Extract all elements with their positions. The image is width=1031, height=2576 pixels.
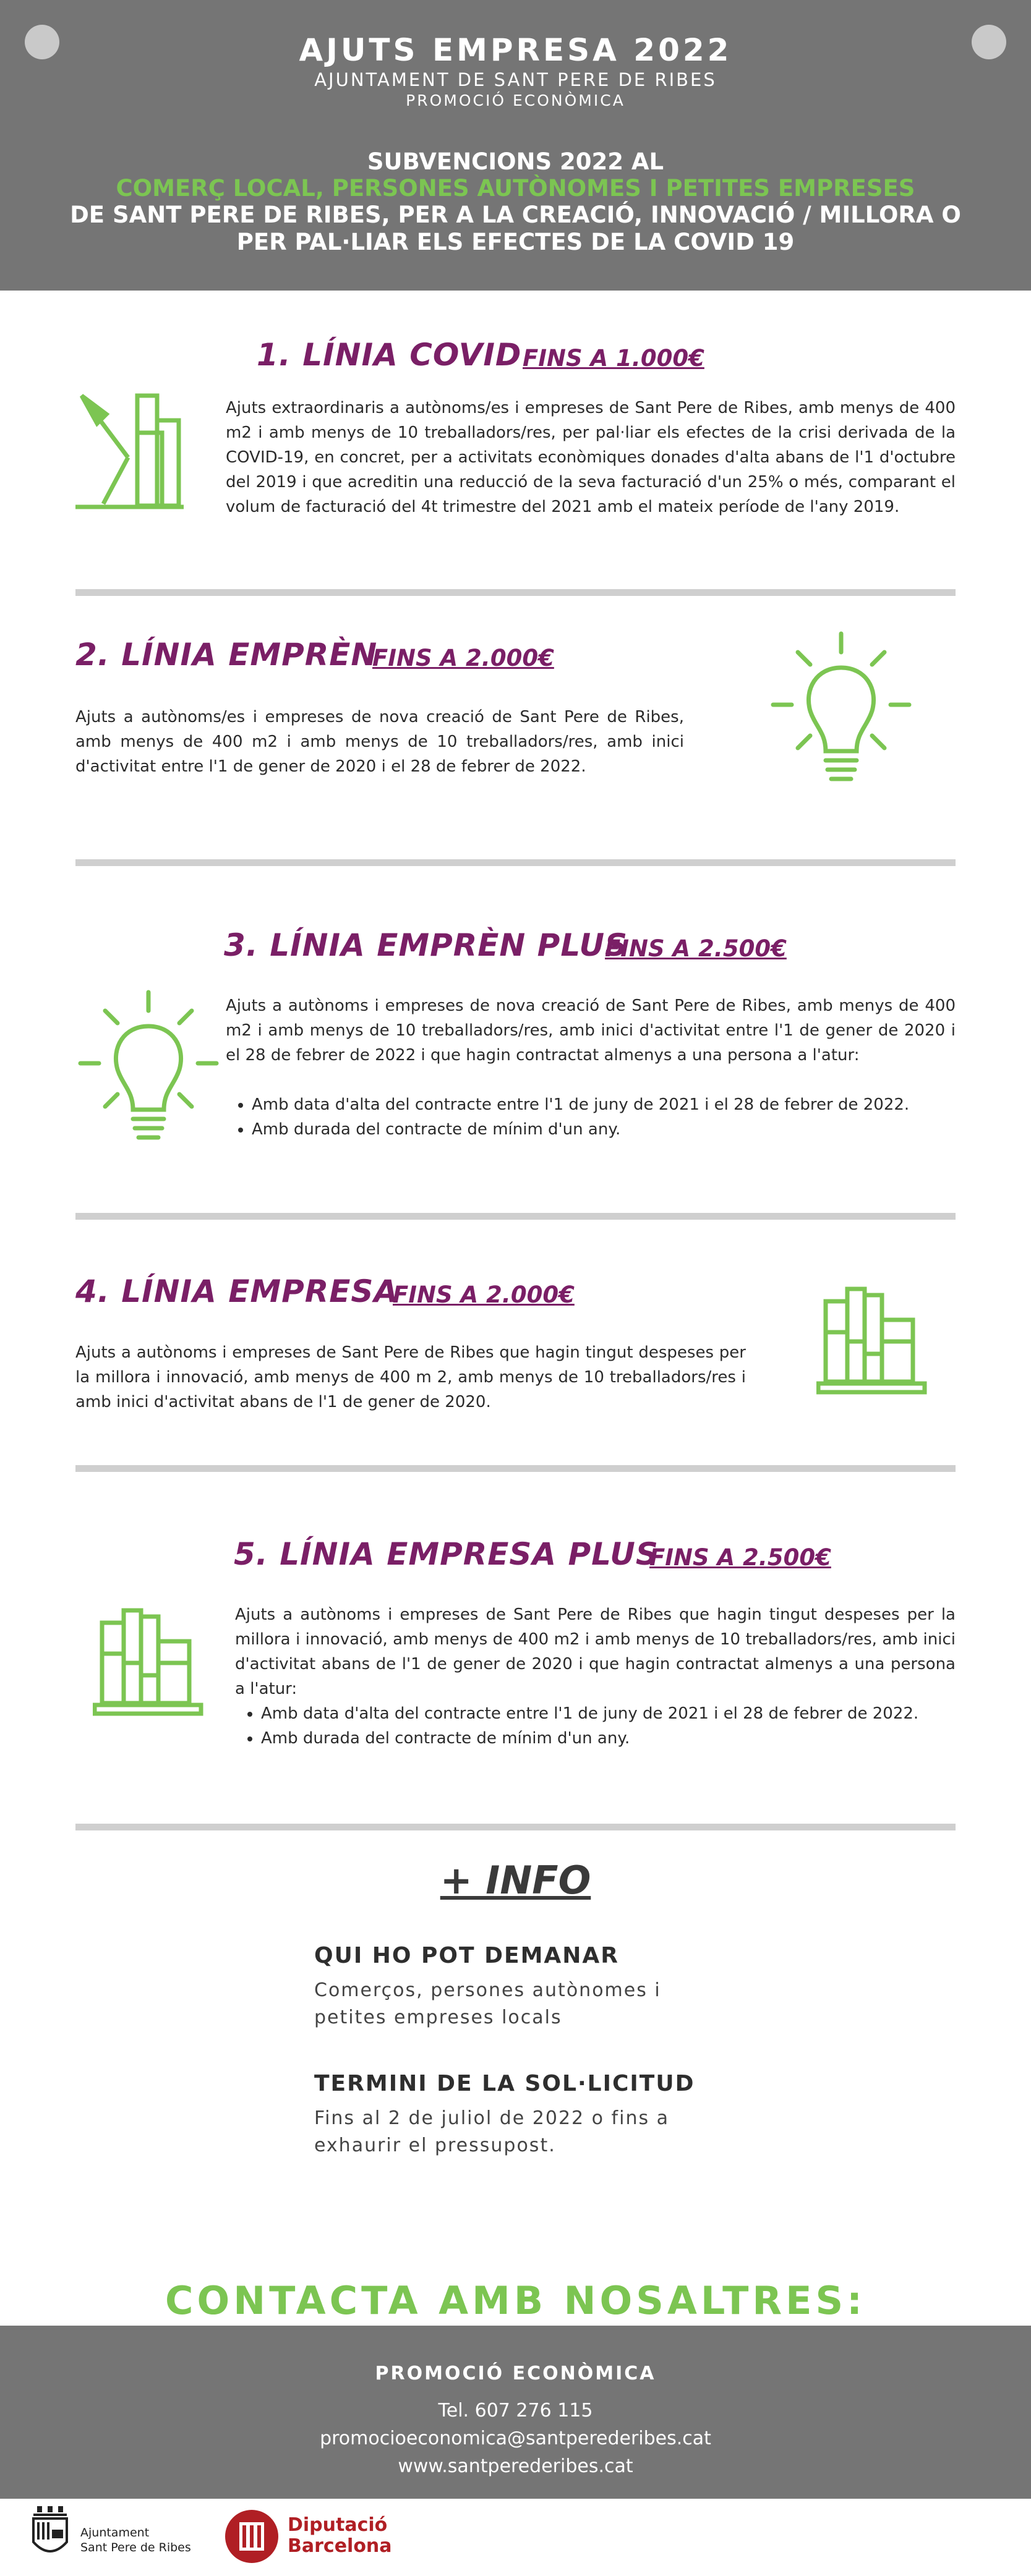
contact-phone[interactable]: Tel. 607 276 115	[438, 2400, 593, 2421]
divider	[75, 859, 956, 866]
divider	[75, 589, 956, 596]
contact-title: CONTACTA AMB NOSALTRES:	[165, 2278, 866, 2323]
section-amount: FINS A 2.500€	[605, 935, 787, 962]
contact-email-link[interactable]: promocioeconomica@santperederibes.cat	[320, 2428, 711, 2449]
who-text: Comerços, persones autònomes i	[314, 1979, 661, 2001]
bullet-item: • Amb data d'alta del contracte entre l'1 de juny de 2021 i el 28 de febrer de 2022.	[252, 1092, 956, 1117]
section-bullets	[235, 1701, 956, 1751]
intro-line: SUBVENCIONS 2022 AL	[367, 148, 664, 175]
contact-website-link[interactable]: www.santperederibes.cat	[398, 2455, 633, 2477]
diputacio-name	[288, 2515, 392, 2557]
deadline-heading: TERMINI DE LA SOL·LICITUD	[314, 2071, 695, 2096]
section-description: Ajuts a autònoms i empreses de nova creació de Sant Pere de Ribes, amb menys de 400 m2 i amb menys de 10 treballadors/res, amb inici d'activitat entre l'1 de gener de 2020 i el 28 de febrer de 2022 i que hagin contractat almenys a una persona a l'atur:	[226, 997, 956, 1065]
section-amount: FINS A 2.500€	[649, 1544, 831, 1571]
bullet-item: • Amb durada del contracte de mínim d'un any.	[261, 1726, 956, 1751]
section-title: 3. LÍNIA EMPRÈN PLUS	[224, 927, 628, 963]
section-title: 1. LÍNIA COVID	[257, 337, 522, 373]
books-icon	[816, 1286, 928, 1397]
section-bullets	[226, 1092, 956, 1142]
section-title: 2. LÍNIA EMPRÈN	[75, 637, 378, 673]
section-title: 5. LÍNIA EMPRESA PLUS	[234, 1536, 659, 1572]
section-description: Ajuts a autònoms i empreses de Sant Pere de Ribes que hagin tingut despeses per la millora i innovació, amb menys de 400 m2 i amb menys de 10 treballadors/res, amb inici d'activitat abans de l'1 de gener de 2020 i que hagin contractat almenys a una persona a l'atur:	[235, 1605, 956, 1698]
bullet-item: • Amb durada del contracte de mínim d'un any.	[252, 1117, 956, 1142]
contact-department: PROMOCIÓ ECONÒMICA	[375, 2363, 656, 2384]
ajuntament-logo	[31, 2505, 69, 2564]
diputacio-logo	[224, 2509, 280, 2564]
contact-footer	[0, 2326, 1031, 2499]
bullet-item: • Amb data d'alta del contracte entre l'1 de juny de 2021 i el 28 de febrer de 2022.	[261, 1701, 956, 1726]
section-title: 4. LÍNIA EMPRESA	[75, 1273, 399, 1309]
lightbulb-icon	[74, 989, 223, 1144]
lightbulb-icon	[767, 631, 915, 785]
ajuntament-line: Sant Pere de Ribes	[80, 2541, 191, 2554]
books-icon	[93, 1607, 204, 1719]
who-text: petites empreses locals	[314, 2007, 562, 2028]
diputacio-line: Barcelona	[288, 2535, 392, 2557]
who-heading: QUI HO POT DEMANAR	[314, 1943, 619, 1968]
section-description: Ajuts a autònoms/es i empreses de nova creació de Sant Pere de Ribes, amb menys de 400 m2 i amb menys de 10 treballadors/res, amb inici d'activitat entre l'1 de gener de 2020 i el 28 de febrer de 2022.	[75, 708, 684, 776]
page-title: AJUTS EMPRESA 2022	[299, 32, 732, 68]
ajuntament-line: Ajuntament	[80, 2526, 150, 2540]
divider	[75, 1465, 956, 1472]
intro-line: DE SANT PERE DE RIBES, PER A LA CREACIÓ, INNOVACIÓ / MILLORA O	[70, 202, 961, 228]
section-description: Ajuts extraordinaris a autònoms/es i empreses de Sant Pere de Ribes, amb menys de 400 m2 i amb menys de 10 treballadors/res, per pal·liar els efectes de la crisi derivada de la COVID-19, en concret, per a activitats econòmiques donades d'alta abans de l'1 d'octubre del 2019 i que acreditin una reducció de la seva facturació d'un 25% o més, comparant el volum de facturació del 4t trimestre del 2021 amb el mateix període de l'any 2019.	[226, 399, 956, 516]
info-title: + INFO	[440, 1858, 591, 1903]
header-banner	[0, 0, 1031, 291]
deadline-text: exhaurir el pressupost.	[314, 2135, 556, 2156]
divider	[75, 1213, 956, 1220]
ajuntament-name	[80, 2525, 191, 2555]
desk-lamp-books-icon	[69, 389, 187, 513]
divider	[75, 1824, 956, 1830]
section-amount: FINS A 2.000€	[393, 1282, 575, 1308]
deadline-text: Fins al 2 de juliol de 2022 o fins a	[314, 2107, 670, 2129]
section-amount: FINS A 2.000€	[372, 645, 554, 671]
intro-line: PER PAL·LIAR ELS EFECTES DE LA COVID 19	[236, 229, 795, 255]
intro-highlight: COMERÇ LOCAL, PERSONES AUTÒNOMES I PETITES EMPRESES	[116, 175, 915, 202]
department-label: PROMOCIÓ ECONÒMICA	[406, 91, 625, 109]
section-description: Ajuts a autònoms i empreses de Sant Pere de Ribes que hagin tingut despeses per la millora i innovació, amb menys de 400 m 2, amb menys de 10 treballadors/res i amb inici d'activitat abans de l'1 de gener de 2020.	[75, 1343, 746, 1411]
page-subtitle: AJUNTAMENT DE SANT PERE DE RIBES	[314, 69, 717, 90]
section-amount: FINS A 1.000€	[523, 345, 704, 372]
diputacio-line: Diputació	[288, 2514, 388, 2536]
